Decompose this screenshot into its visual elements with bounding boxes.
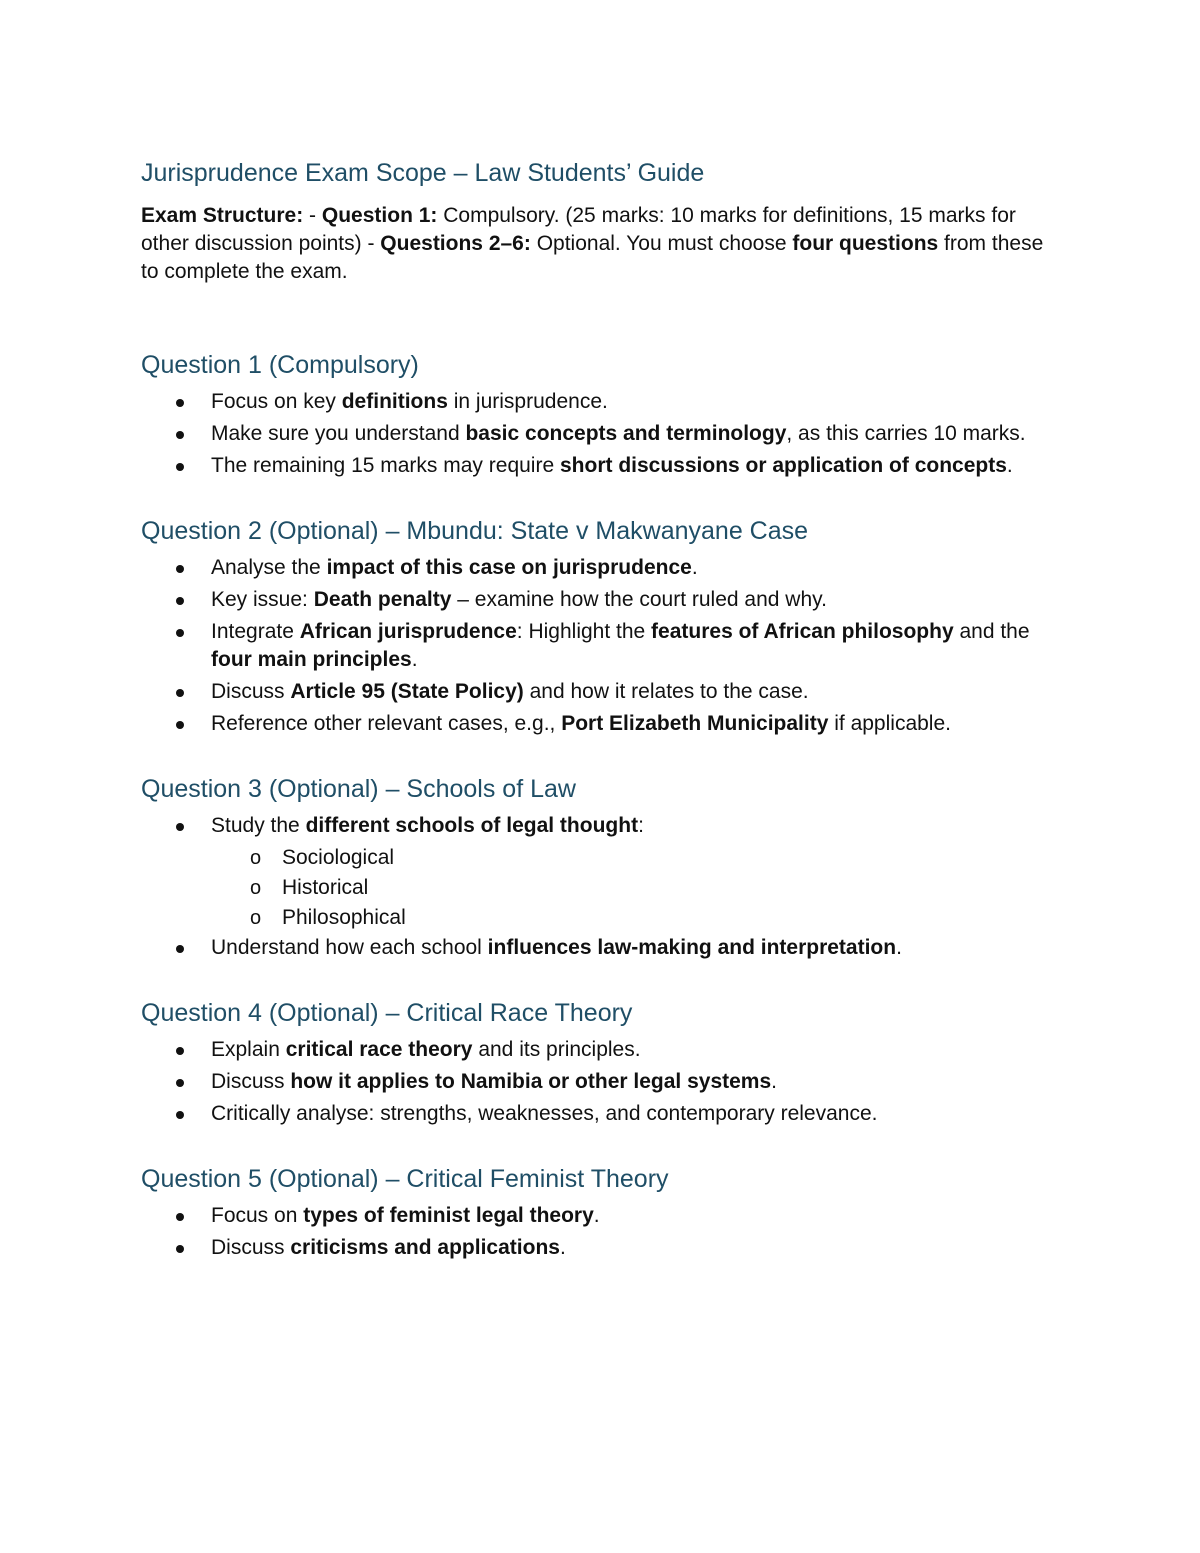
document-page [141,156,1056,1266]
list-item: Discuss how it applies to Namibia or other legal systems. [141,1068,1056,1096]
question-5-list [141,1202,1056,1262]
list-item: Explain critical race theory and its principles. [141,1036,1056,1064]
list-item: Integrate African jurisprudence: Highlight the features of African philosophy and the four main principles. [141,618,1056,674]
question-3-heading: Question 3 (Optional) – Schools of Law [141,775,576,803]
question-1-description: Compulsory. (25 marks: 10 marks for definitions, 15 marks for other discussion points) [141,204,1016,255]
questions-2-6-label: Questions 2–6: [380,232,531,255]
questions-2-6-description: Optional. You must choose [530,232,793,255]
intro-dash-2: - [361,232,381,255]
sub-list-item: o Sociological [141,844,1056,872]
intro-dash-1: - [303,204,322,227]
sub-list-item: o Historical [141,874,1056,902]
list-item: Focus on key definitions in jurisprudence. [141,388,1056,416]
four-questions-emphasis: four questions [792,232,939,255]
question-5-heading: Question 5 (Optional) – Critical Feminist Theory [141,1165,669,1193]
sub-list-item: o Philosophical [141,904,1056,932]
question-3-list [141,812,1056,962]
question-1-heading: Question 1 (Compulsory) [141,351,419,379]
list-item: Analyse the impact of this case on jurisprudence. [141,554,1056,582]
question-1-label: Question 1: [321,204,438,227]
question-2-list [141,554,1056,738]
list-item: The remaining 15 marks may require short discussions or application of concepts. [141,452,1056,480]
exam-structure-paragraph [141,202,1056,286]
list-item: Reference other relevant cases, e.g., Port Elizabeth Municipality if applicable. [141,710,1056,738]
document-title: Jurisprudence Exam Scope – Law Students’ Guide [141,159,705,187]
list-item: Study the different schools of legal thought: [141,812,1056,840]
list-item: Key issue: Death penalty – examine how the court ruled and why. [141,586,1056,614]
question-1-list [141,388,1056,480]
intro-ending: from these to complete the exam. [141,232,1044,283]
list-item: Make sure you understand basic concepts and terminology, as this carries 10 marks. [141,420,1056,448]
exam-structure-label: Exam Structure: [141,204,304,227]
question-4-list [141,1036,1056,1128]
list-item: Critically analyse: strengths, weaknesses, and contemporary relevance. [141,1100,1056,1128]
list-item: Discuss Article 95 (State Policy) and how it relates to the case. [141,678,1056,706]
question-4-heading: Question 4 (Optional) – Critical Race Theory [141,999,633,1027]
question-2-heading: Question 2 (Optional) – Mbundu: State v Makwanyane Case [141,517,809,545]
list-item: Understand how each school influences law-making and interpretation. [141,934,1056,962]
list-item: Focus on types of feminist legal theory. [141,1202,1056,1230]
list-item: Discuss criticisms and applications. [141,1234,1056,1262]
